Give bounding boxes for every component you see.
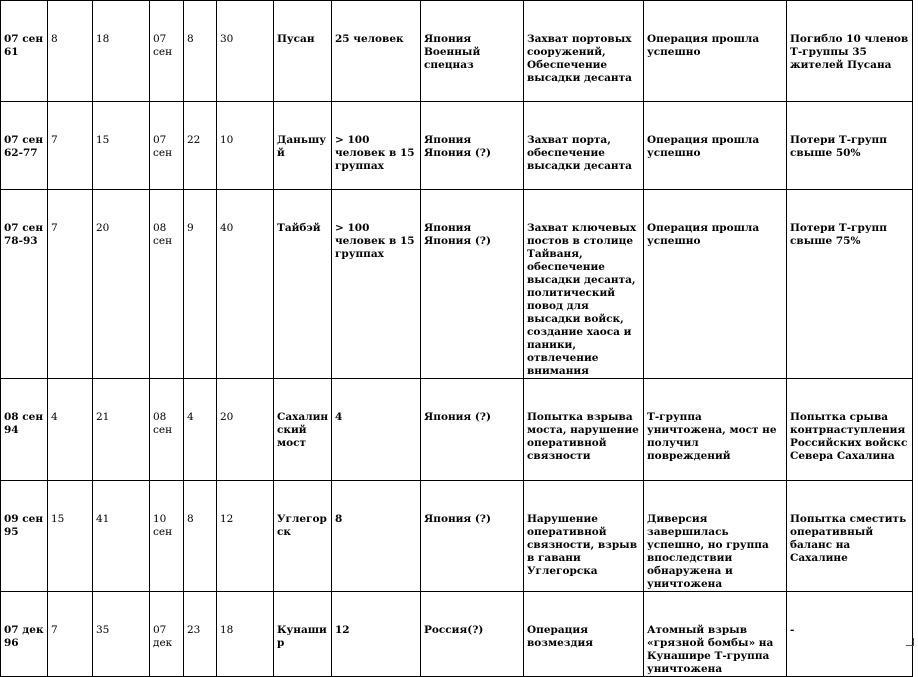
count-cell: 18 — [217, 592, 274, 677]
count-cell: 4 — [184, 379, 217, 481]
place-cell: Тайбэй — [274, 190, 332, 379]
goal-cell: Захват портовых сооружений, Обеспечение высадки десанта — [524, 1, 644, 102]
result-cell: Операция прошла успешно — [644, 102, 787, 190]
goal-cell: Попытка взрыва моста, нарушение оперативной связности — [524, 379, 644, 481]
result-cell: Операция прошла успешно — [644, 1, 787, 102]
start-date-cell: 07 сен 78-93 — [1, 190, 48, 379]
side-cell: Япония (?) — [421, 379, 524, 481]
side-cell: Россия(?) — [421, 592, 524, 677]
start-date-cell: 08 сен 94 — [1, 379, 48, 481]
notes-cell: Попытка срыва контрнаступления Российских войскс Севера Сахалина — [787, 379, 913, 481]
forces-cell: 25 человек — [332, 1, 421, 102]
goal-cell: Операция возмездия — [524, 592, 644, 677]
place-cell: Пусан — [274, 1, 332, 102]
start-date-cell: 07 дек 96 — [1, 592, 48, 677]
side-cell: Япония (?) — [421, 481, 524, 592]
forces-cell: > 100 человек в 15 группах — [332, 190, 421, 379]
notes-cell: Погибло 10 членов Т-группы 35 жителей Пусана — [787, 1, 913, 102]
end-date-cell: 07 дек — [150, 592, 184, 677]
count-cell: 8 — [48, 1, 93, 102]
result-cell: Операция прошла успешно — [644, 190, 787, 379]
result-cell: Т-группа уничтожена, мост не получил повреждений — [644, 379, 787, 481]
side-cell: Япония Военный спецназ — [421, 1, 524, 102]
count-cell: 30 — [217, 1, 274, 102]
result-cell: Атомный взрыв «грязной бомбы» на Кунашире Т-группа уничтожена — [644, 592, 787, 677]
count-cell: 41 — [93, 481, 150, 592]
notes-cell: Потери Т-групп свыше 50% — [787, 102, 913, 190]
notes-cell: - — [787, 592, 913, 677]
count-cell: 22 — [184, 102, 217, 190]
notes-cell: Потери Т-групп свыше 75% — [787, 190, 913, 379]
place-cell: Даньшуй — [274, 102, 332, 190]
end-date-cell: 08 сен — [150, 379, 184, 481]
forces-cell: > 100 человек в 15 группах — [332, 102, 421, 190]
forces-cell: 12 — [332, 592, 421, 677]
table-row — [1, 592, 913, 677]
end-date-cell: 10 сен — [150, 481, 184, 592]
forces-cell: 4 — [332, 379, 421, 481]
notes-cell: Попытка сместить оперативный баланс на Сахалине — [787, 481, 913, 592]
count-cell: 7 — [48, 102, 93, 190]
count-cell: 15 — [48, 481, 93, 592]
count-cell: 21 — [93, 379, 150, 481]
table-row — [1, 190, 913, 379]
count-cell: 23 — [184, 592, 217, 677]
place-cell: Кунашир — [274, 592, 332, 677]
count-cell: 20 — [217, 379, 274, 481]
table-row — [1, 379, 913, 481]
result-cell: Диверсия завершилась успешно, но группа впоследствии обнаружена и уничтожена — [644, 481, 787, 592]
count-cell: 40 — [217, 190, 274, 379]
place-cell: Сахалинский мост — [274, 379, 332, 481]
count-cell: 10 — [217, 102, 274, 190]
place-cell: Углегорск — [274, 481, 332, 592]
count-cell: 4 — [48, 379, 93, 481]
count-cell: 8 — [184, 1, 217, 102]
start-date-cell: 07 сен 61 — [1, 1, 48, 102]
table-row — [1, 481, 913, 592]
count-cell: 12 — [217, 481, 274, 592]
count-cell: 18 — [93, 1, 150, 102]
count-cell: 35 — [93, 592, 150, 677]
count-cell: 9 — [184, 190, 217, 379]
count-cell: 20 — [93, 190, 150, 379]
count-cell: 8 — [184, 481, 217, 592]
end-date-cell: 08 сен — [150, 190, 184, 379]
forces-cell: 8 — [332, 481, 421, 592]
table-row — [1, 102, 913, 190]
start-date-cell: 07 сен 62-77 — [1, 102, 48, 190]
count-cell: 15 — [93, 102, 150, 190]
side-cell: Япония Япония (?) — [421, 102, 524, 190]
goal-cell: Нарушение оперативной связности, взрыв в гавани Углегорска — [524, 481, 644, 592]
count-cell: 7 — [48, 592, 93, 677]
goal-cell: Захват порта, обеспечение высадки десанта — [524, 102, 644, 190]
table-row — [1, 1, 913, 102]
count-cell: 7 — [48, 190, 93, 379]
end-date-cell: 07 сен — [150, 1, 184, 102]
table-resize-handle[interactable] — [906, 638, 914, 646]
goal-cell: Захват ключевых постов в столице Тайваня, обеспечение высадки десанта, политический повод для высадки войск, создание хаоса и паники, отвлечение внимания — [524, 190, 644, 379]
end-date-cell: 07 сен — [150, 102, 184, 190]
side-cell: Япония Япония (?) — [421, 190, 524, 379]
start-date-cell: 09 сен 95 — [1, 481, 48, 592]
